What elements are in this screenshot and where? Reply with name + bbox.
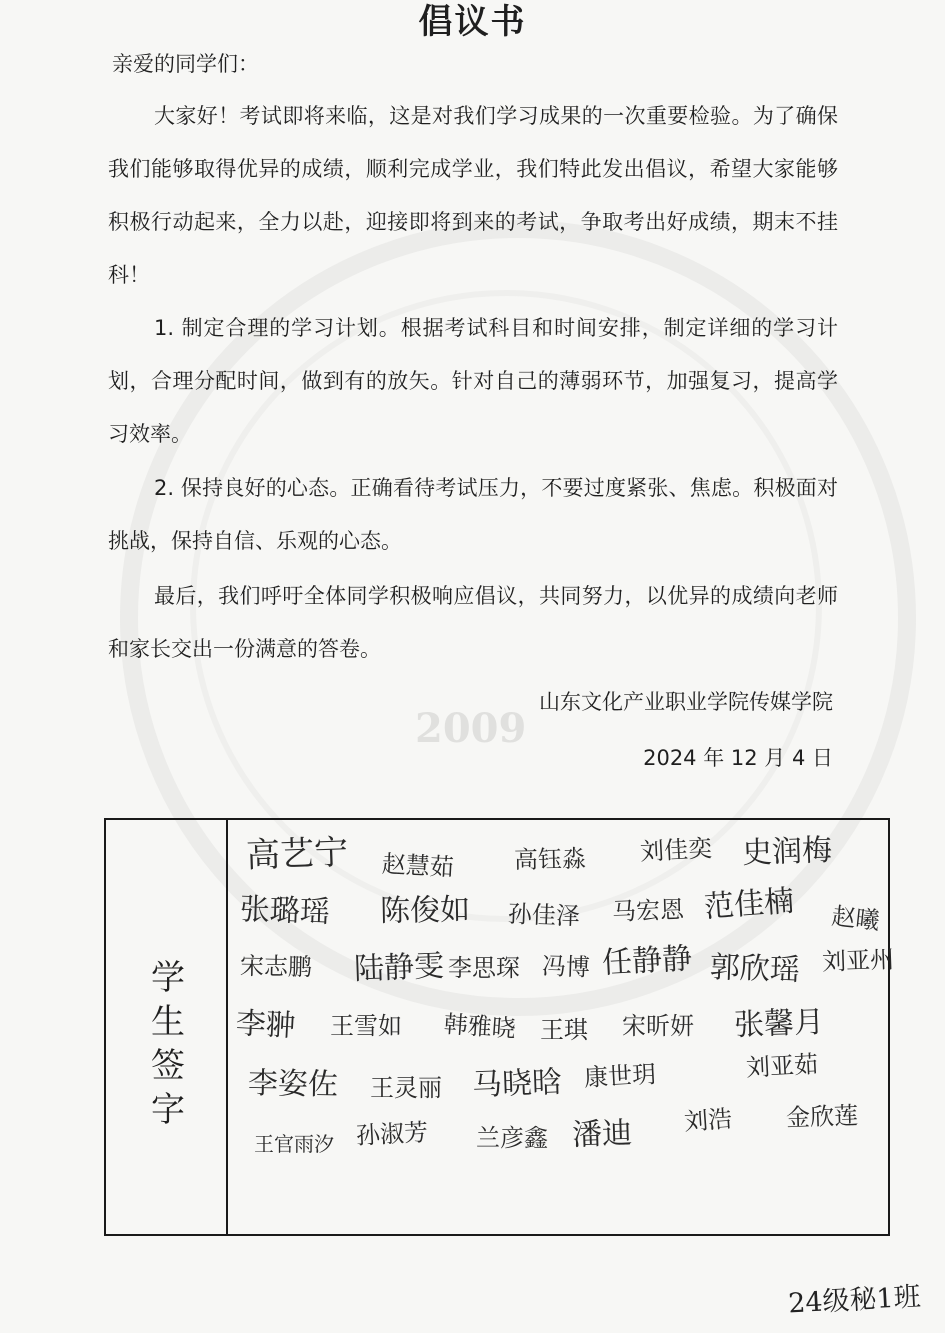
student-signature: 李翀: [234, 1006, 297, 1045]
paragraph-closing: 最后，我们呼吁全体同学积极响应倡议，共同努力，以优异的成绩向老师和家长交出一份满意的答卷。: [108, 584, 838, 661]
student-signature: 李思琛: [448, 954, 520, 982]
student-signature: 刘亚茹: [745, 1050, 819, 1082]
paragraph-intro: 大家好！考试即将来临，这是对我们学习成果的一次重要检验。为了确保我们能够取得优异的成绩，顺利完成学业，我们特此发出倡议，希望大家能够积极行动起来，全力以赴，迎接即将到来的考试，争取考出好成绩，期末不挂科！: [108, 104, 838, 287]
student-signature: 潘迪: [571, 1115, 633, 1153]
student-signature: 宋志鹏: [239, 952, 313, 982]
student-signature: 高钰淼: [513, 844, 587, 874]
student-signature: 刘浩: [683, 1104, 734, 1136]
student-signature: 赵慧茹: [381, 850, 455, 882]
student-signature: 刘亚州: [821, 945, 895, 976]
student-signature: 兰彦鑫: [476, 1124, 548, 1152]
student-signature: 韩雅晓: [442, 1010, 517, 1043]
student-signature: 李姿佐: [247, 1066, 339, 1103]
student-signature: 宋昕妍: [622, 1012, 694, 1040]
student-signature: 康世玥: [583, 1060, 657, 1092]
student-signature: 王琪: [540, 1016, 588, 1044]
student-signature: 孙佳泽: [507, 900, 581, 931]
student-signature: 高艺宁: [245, 832, 349, 876]
student-signature: 郭欣瑶: [709, 950, 801, 989]
signature-area: [230, 820, 895, 1234]
seal-year: 2009: [415, 705, 527, 752]
student-signature: 马晓晗: [471, 1064, 563, 1103]
student-signature: 陆静雯: [353, 948, 445, 987]
student-signature: 张馨月: [733, 1004, 825, 1043]
student-signature: 赵曦: [830, 902, 881, 935]
student-signature: 王灵丽: [370, 1074, 442, 1102]
student-signature: 金欣莲: [785, 1101, 859, 1132]
student-signature: 冯博: [541, 952, 591, 982]
paragraph-point-1: 1. 制定合理的学习计划。根据考试科目和时间安排，制定详细的学习计划，合理分配时间，做到有的放矢。针对自己的薄弱环节，加强复习，提高学习效率。: [108, 316, 838, 446]
student-signature: 马宏恩: [611, 895, 685, 926]
student-signature: 陈俊如: [379, 892, 471, 929]
document-date: 2024 年 12 月 4 日: [643, 746, 833, 770]
document-title: 倡议书: [418, 2, 527, 42]
greeting: 亲爱的同学们：: [112, 52, 259, 76]
student-signature: 刘佳奕: [639, 834, 713, 866]
class-signature: 24级秘1班: [787, 1281, 922, 1320]
paragraph-point-2: 2. 保持良好的心态。正确看待考试压力，不要过度紧张、焦虑。积极面对挑战，保持自信、乐观的心态。: [108, 476, 838, 553]
student-signature: 范佳楠: [703, 883, 796, 925]
organization: 山东文化产业职业学院传媒学院: [539, 690, 833, 714]
student-signature: 张璐瑶: [239, 892, 331, 931]
signature-label-cell: [106, 820, 228, 1234]
student-signature: 孙淑芳: [355, 1118, 429, 1150]
student-signature: 王官雨汐: [254, 1132, 334, 1156]
signature-table: [104, 818, 895, 1236]
student-signature: 任静静: [601, 941, 693, 981]
student-signature: 王雪如: [330, 1012, 402, 1040]
signature-label: 学生签字: [151, 958, 185, 1130]
student-signature: 史润梅: [741, 832, 833, 871]
